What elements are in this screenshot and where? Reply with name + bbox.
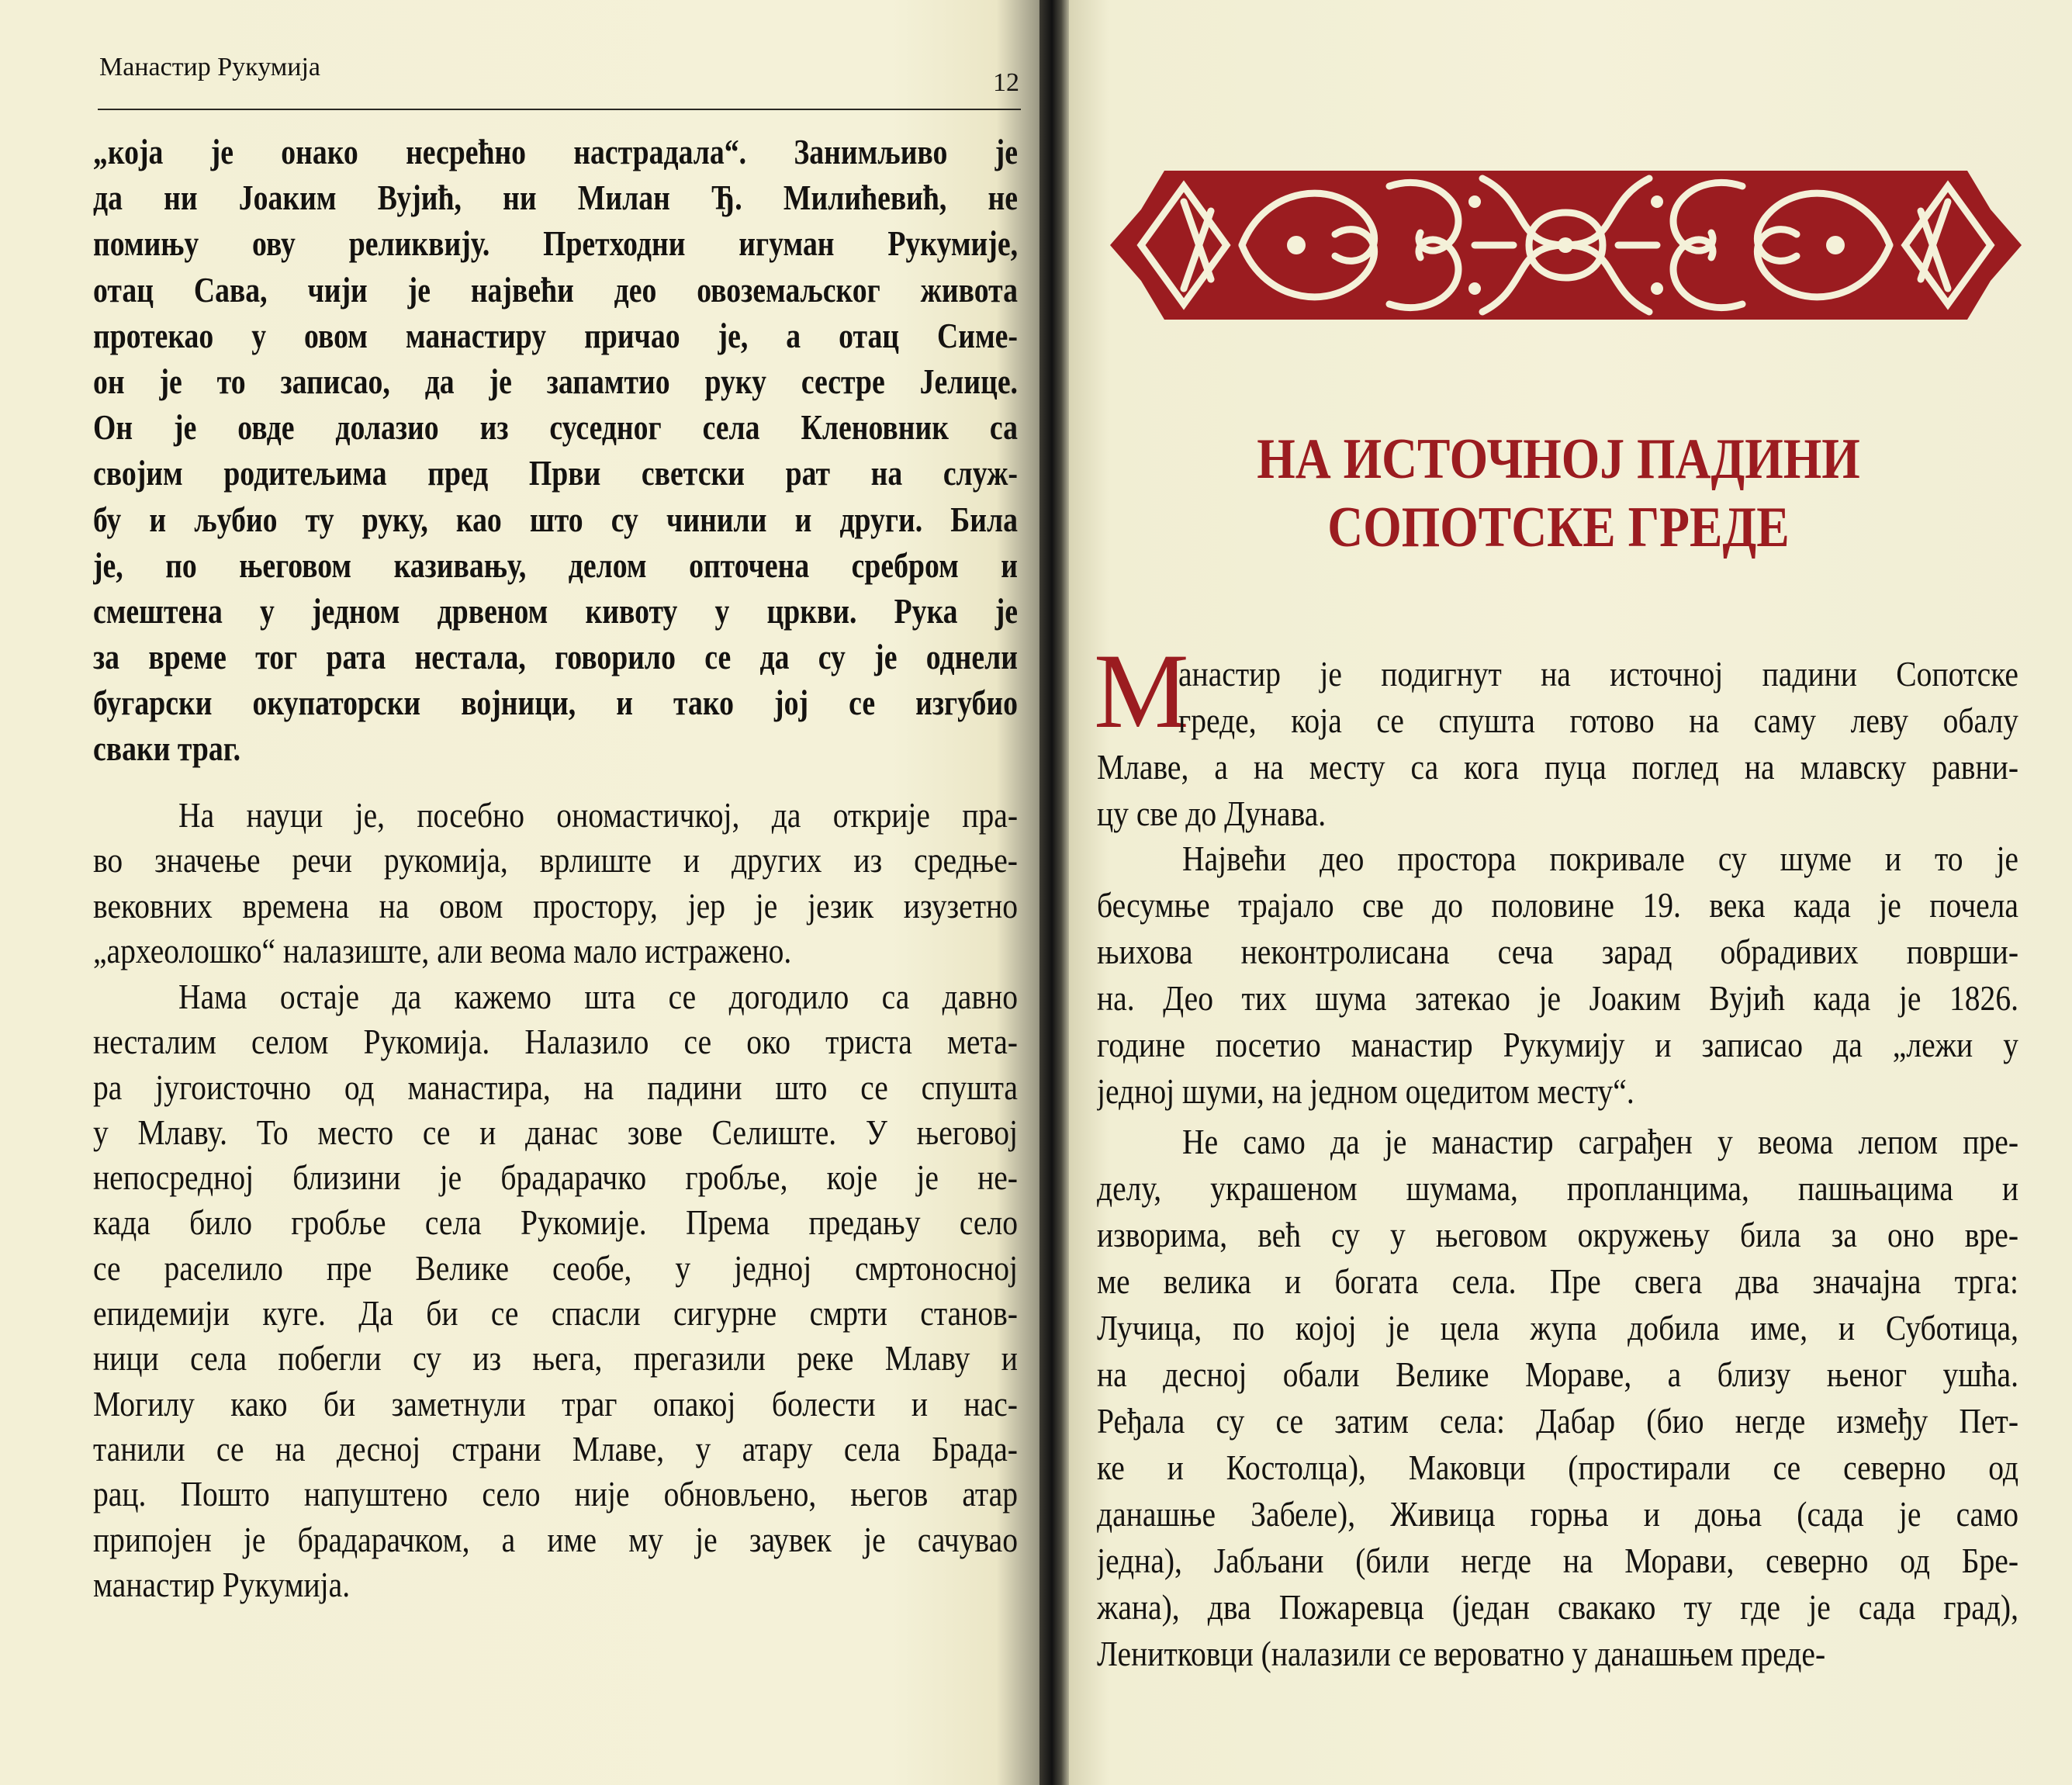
text-line: је, по његовом казивању, делом опточена сребром и [93,545,1018,585]
text-line: Нама остаје да кажемо шта се догодило са давно [178,977,1018,1016]
text-line: ме велика и богата села. Пре свега два значајна трга: [1097,1261,2018,1301]
text-line: греде, која се спушта готово на саму леву обалу [1178,701,2018,740]
text-line: припојен је брадарачком, а име му је заувек је сачувао [93,1519,1018,1559]
page-number: 12 [993,68,1019,97]
text-line: танили се на десној страни Млаве, у атару села Брада- [93,1428,1018,1468]
text-line: манастир Рукумија. [93,1564,351,1604]
text-line: анастир је подигнут на источној падини Сопотске [1178,654,2018,694]
decorative-ornament-icon [1110,155,2022,335]
right-paragraph-1 [1097,651,2018,837]
text-line: помињу ову реликвију. Претходни игуман Рукумије, [93,223,1018,264]
text-line: протекао у овом манастиру причао је, а отац Симе- [93,315,1018,355]
running-header: Манастир Рукумија [99,53,320,81]
text-line: смештена у једном дрвеном кивоту у цркви. Рука је [93,590,1018,631]
chapter-title-line-2: СОПОТСКЕ ГРЕДЕ [1327,496,1790,559]
text-line: бесумње трајало све до половине 19. века када је почела [1097,885,2018,925]
drop-cap: М [1094,631,1189,750]
text-line: Ређала су се затим села: Дабар (био негде између Пет- [1097,1401,2018,1441]
text-line: ра југоисточно од манастира, на падини што се спушта [93,1067,1018,1107]
text-line: Могилу како би заметнули траг опакој болести и нас- [93,1383,1018,1424]
text-line: се раселило пре Велике сеобе, у једној смртоносној [93,1247,1018,1288]
text-line: Млаве, а на месту са кога пуца поглед на млавску равни- [1097,747,2018,787]
text-line: рац. Пошто напуштено село није обновљено, његов атар [93,1474,1018,1514]
text-line: несталим селом Рукомија. Налазило се око триста мета- [93,1022,1018,1062]
text-line: ке и Костолца), Маковци (простирали се северно од [1097,1448,2018,1487]
text-line: Лучица, по којој је цела жупа добила име, и Суботица, [1097,1308,2018,1347]
text-line: када било гробље села Рукомије. Према предању село [93,1202,1018,1243]
text-line: изворима, већ су у његовом окружењу била за оно вре- [1097,1215,2018,1254]
text-line: сваки траг. [93,728,241,769]
left-paragraph-1 [93,129,1018,772]
text-line: данашње Забеле), Живица горња и доња (сада је само [1097,1494,2018,1534]
text-line: вековних времена на овом простору, јер је језик изузетно [93,885,1018,925]
right-paragraph-3 [1097,1119,2018,1677]
chapter-title-line-1: НА ИСТОЧНОЈ ПАДИНИ [1257,427,1860,491]
text-line: на десној обали Велике Мораве, а близу њеног ушћа. [1097,1354,2018,1394]
text-line: у Млаву. То место се и данас зове Селиште. У његовој [93,1112,1018,1152]
text-line: ници села побегли су из њега, прегазили реке Млаву и [93,1338,1018,1379]
text-line: Не само да је манастир саграђен у веома лепом пре- [1181,1122,2018,1161]
text-line: „археолошко“ налазиште, али веома мало истражено. [93,930,792,970]
text-line: Он је овде долазио из суседног села Кленовник са [93,407,1018,448]
text-line: за време тог рата нестала, говорило се да су је однели [93,637,1018,677]
text-line: њихова неконтролисана сеча зарад обрадивих површи- [1097,932,2018,971]
text-line: отац Сава, чији је највећи део овоземаљског живота [93,269,1018,310]
left-paragraph-2 [93,793,1018,974]
text-line: својим родитељима пред Први светски рат на служ- [93,453,1018,493]
text-line: цу све до Дунава. [1097,794,1327,833]
text-line: једној шуми, на једном оцедитом месту“. [1097,1071,1634,1111]
text-line: Ленитковци (налазили се вероватно у данашњем преде- [1097,1634,1826,1673]
text-line: бу и љубио ту руку, као што су чинили и други. Била [93,499,1018,539]
text-line: „која је онако несрећно настрадала“. Занимљиво је [93,132,1018,171]
text-line: да ни Јоаким Вујић, ни Милан Ђ. Милићевић, не [93,178,1018,218]
text-line: На науци је, посебно ономастичкој, да открије пра- [178,795,1018,835]
text-line: једна), Јабљани (били негде на Морави, северно од Бре- [1097,1541,2018,1580]
text-line: бугарски окупаторски војници, и тако јој се изгубио [93,683,1018,723]
text-line: делу, украшеном шумама, пропланцима, пашњацима и [1097,1168,2018,1208]
text-line: Највећи део простора покривале су шуме и то је [1181,839,2018,878]
header-rule [98,109,1021,110]
text-line: непосредној близини је брадарачко гробље, које је не- [93,1157,1018,1198]
text-line: године посетио манастир Рукумију и записао да „лежи у [1097,1025,2018,1064]
text-line: епидемији куге. Да би се спасли сигурне смрти станов- [93,1293,1018,1334]
text-line: во значење речи рукомија, врлиште и других из средње- [93,840,1018,880]
text-line: жана), два Пожаревца (један свакако ту где је сада град), [1097,1587,2018,1627]
text-line: он је то записао, да је запамтио руку сестре Јелице. [93,361,1018,401]
text-line: на. Део тих шума затекао је Јоаким Вујић када је 1826. [1097,978,2018,1018]
left-paragraph-3 [93,974,1018,1607]
book-gutter [1039,0,1071,1785]
right-paragraph-2 [1097,835,2018,1115]
